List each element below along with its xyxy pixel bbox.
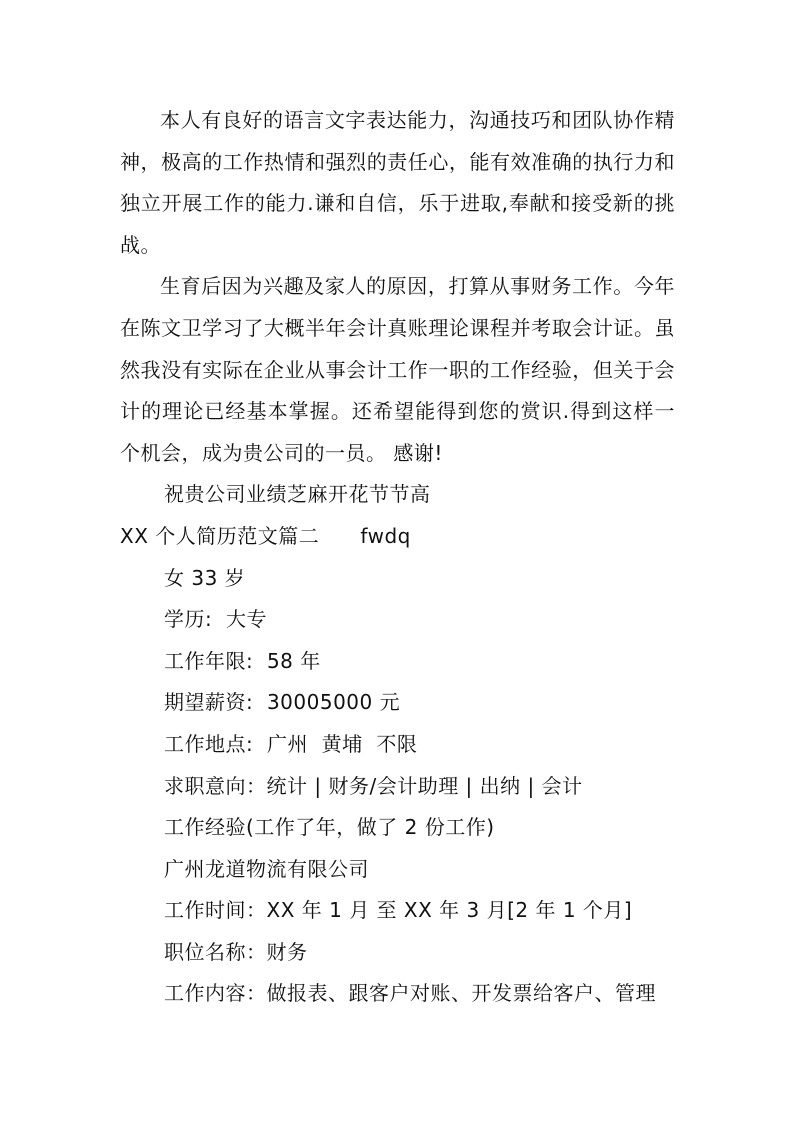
company-name: 广州龙道物流有限公司 [164,856,369,881]
intro-paragraph-2: 生育后因为兴趣及家人的原因，打算从事财务工作。今年在陈文卫学习了大概半年会计真账理论课程并考取会计证。虽然我没有实际在企业从事会计工作一职的工作经验，但关于会计的理论已经基本掌握。还希望能得到您的赏识.得到这样一个机会，成为贵公司的一员。 感谢! [120,274,675,465]
closing-line: 祝贵公司业绩芝麻开花节节高 [164,482,431,507]
position-title: 职位名称：财务 [164,939,308,964]
section-title: XX 个人简历范文篇二 fwdq [120,523,411,548]
job-duties: 工作内容：做报表、跟客户对账、开发票给客户、管理 [164,981,656,1006]
work-period: 工作时间：XX 年 1 月 至 XX 年 3 月[2 年 1 个月] [164,898,633,923]
work-years: 工作年限: 58 年 [164,648,321,673]
expected-salary: 期望薪资: 30005000 元 [164,690,401,715]
experience-summary: 工作经验(工作了年，做了 2 份工作) [164,815,495,840]
job-intention: 求职意向：统计 | 财务/会计助理 | 出纳 | 会计 [164,773,583,798]
education: 学历: 大专 [164,607,267,632]
document-body [120,100,675,1015]
intro-paragraph-1: 本人有良好的语言文字表达能力，沟通技巧和团队协作精神，极高的工作热情和强烈的责任心，能有效准确的执行力和独立开展工作的能力.谦和自信，乐于进取,奉献和接受新的挑战。 [120,108,675,257]
gender-age: 女 33 岁 [164,565,246,590]
work-location: 工作地点: 广州 黄埔 不限 [164,731,418,756]
